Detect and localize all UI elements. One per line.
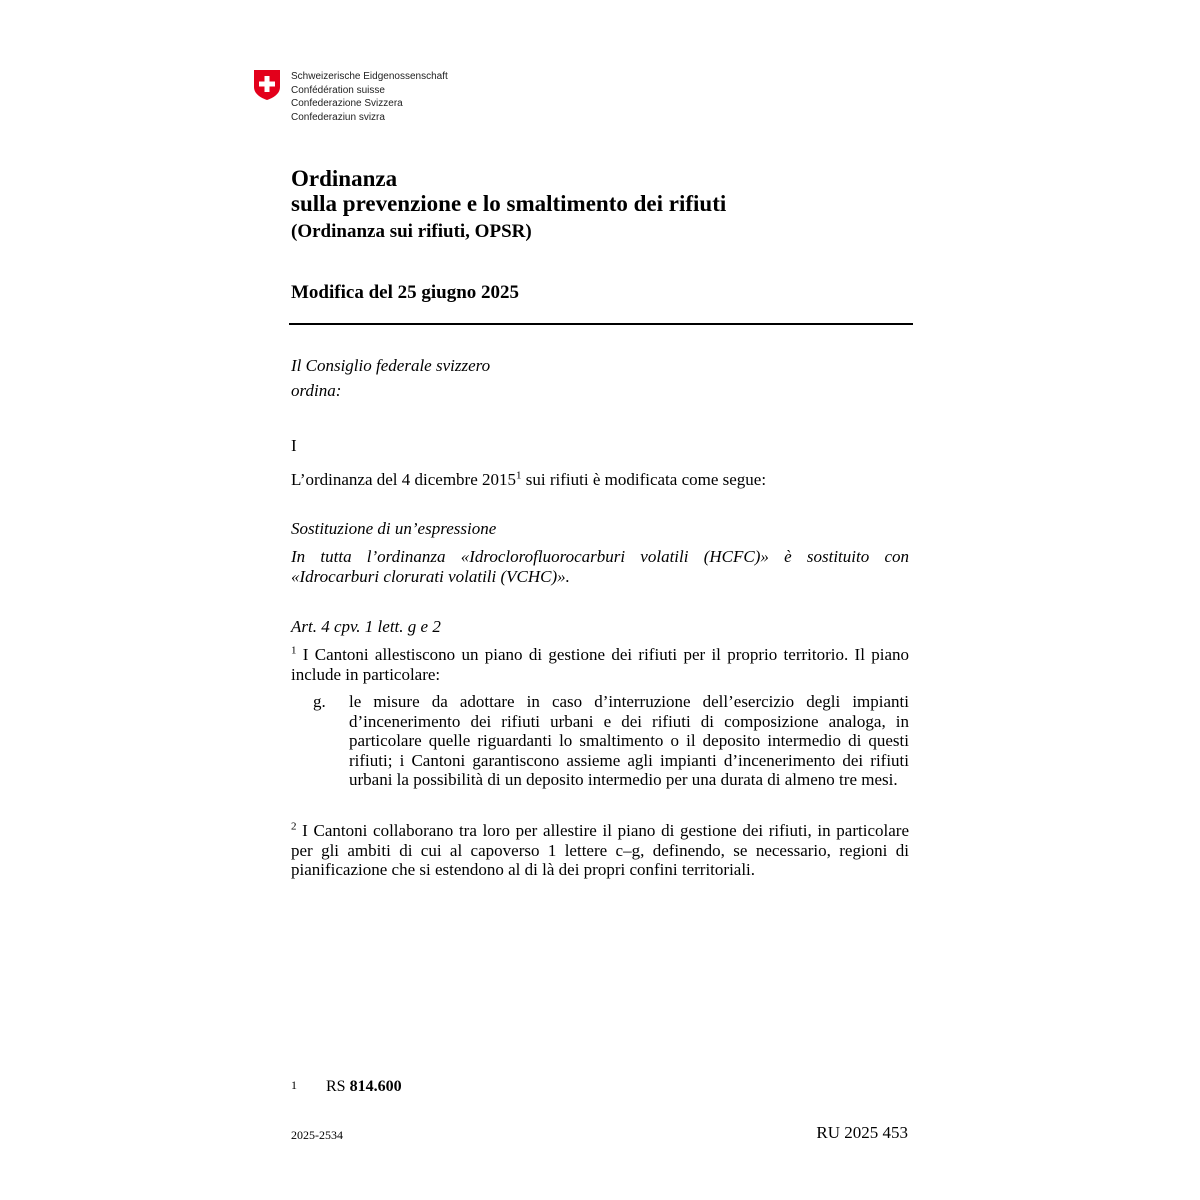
amendment-date: Modifica del 25 giugno 2025 xyxy=(291,282,520,303)
footnote-number: 1 xyxy=(291,1078,297,1092)
footnote-reference[interactable]: 1 xyxy=(516,469,522,482)
confederation-name-rm: Confederaziun svizra xyxy=(291,111,385,123)
preamble-issuer: Il Consiglio federale svizzero xyxy=(291,356,491,375)
footnote-text xyxy=(326,1078,402,1096)
article-heading: Art. 4 cpv. 1 lett. g e 2 xyxy=(291,617,441,636)
confederation-name-fr: Confédération suisse xyxy=(291,84,385,96)
confederation-name-it: Confederazione Svizzera xyxy=(291,98,403,109)
preamble-verb: ordina: xyxy=(291,381,342,400)
title-short-name: (Ordinanza sui rifiuti, OPSR) xyxy=(291,221,532,242)
preamble xyxy=(291,353,909,403)
document-id: 2025-2534 xyxy=(291,1128,343,1142)
title-line-1: Ordinanza xyxy=(291,166,398,191)
title-divider xyxy=(289,323,913,325)
list-item-text: le misure da adottare in caso d’interruzione dell’esercizio degli impianti d’incenerimento dei rifiuti urbani e dei rifiuti di composizione analoga, in particolare quelle riguardanti lo smaltimento o il deposito intermedio di questi rifiuti; i Cantoni garantiscono assieme agli impianti d’incenerimento dei rifiuti urbani la possibilità di un deposito intermedio per una durata di almeno tre mesi. xyxy=(349,692,909,789)
substitution-text: In tutta l’ordinanza «Idroclorofluorocarburi volatili (HCFC)» è sostituito con «Idrocarburi clorurati volatili (VCHC)». xyxy=(291,547,909,586)
paragraph-2 xyxy=(291,821,909,880)
paragraph-1-text: I Cantoni allestiscono un piano di gestione dei rifiuti per il proprio territorio. Il piano include in particolare: xyxy=(291,645,909,684)
section-numeral: I xyxy=(291,436,297,455)
paragraph-number: 2 xyxy=(291,820,297,833)
list-item-letter: g. xyxy=(313,692,326,711)
official-collection-ref: RU 2025 453 xyxy=(816,1123,908,1142)
footnote-prefix: RS xyxy=(326,1078,350,1095)
title-line-2: sulla prevenzione e lo smaltimento dei rifiuti xyxy=(291,191,727,216)
paragraph-1 xyxy=(291,645,909,684)
confederation-names xyxy=(291,70,448,124)
substitution-heading: Sostituzione di un’espressione xyxy=(291,519,497,538)
paragraph-number: 1 xyxy=(291,644,297,657)
footnote-law-ref: 814.600 xyxy=(349,1078,402,1095)
paragraph-2-text: I Cantoni collaborano tra loro per allestire il piano di gestione dei rifiuti, in particolare per gli ambiti di cui al capoverso 1 lettere c–g, definendo, se necessario, regioni di pianificazione che si estendono al di là dei propri confini territoriali. xyxy=(291,821,909,879)
amendment-intro-text-end: sui rifiuti è modificata come segue: xyxy=(521,470,767,489)
amendment-intro-text: L’ordinanza del 4 dicembre 2015 xyxy=(291,470,517,489)
document-title xyxy=(291,166,726,244)
confederation-name-de: Schweizerische Eidgenossenschaft xyxy=(291,71,448,82)
swiss-cross-icon xyxy=(253,69,281,101)
amendment-intro xyxy=(291,470,909,490)
list-item-g xyxy=(313,692,909,790)
